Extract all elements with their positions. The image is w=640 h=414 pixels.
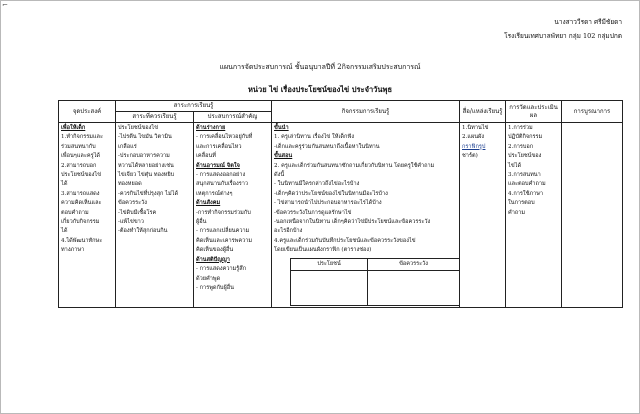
activity-line: -เด็กๆคิดว่าประโยชน์ของไข่ในนิทานมีอะไรบ้าง	[274, 190, 388, 197]
experience-line: - การแลกเปลี่ยนความ	[196, 228, 250, 235]
activity-line: อะไรอีกบ้าง	[274, 228, 303, 235]
benefit-caution-chart	[290, 258, 460, 306]
experience-line: ด้านอารมณ์ จิตใจ	[196, 162, 240, 169]
objective-line: 3.สามารถแสดง	[61, 190, 100, 197]
activity-line: 2. ครูและเด็กร่วมกันสนทนาซักถามเกี่ยวกับนิทาน โดยครูใช้คำถาม	[274, 162, 435, 169]
lesson-plan-table	[58, 100, 623, 308]
learn-line: ข้อควรระวัง	[118, 200, 147, 207]
activity-line: - ในนิทานมีใครกล่าวถึงไข่อะไรบ้าง	[274, 181, 360, 188]
experience-line: ด้วยคำพูด	[196, 275, 221, 282]
school-name: โรงเรียนเทศบาลพัทยา กลุ่ม 102 กลุ่มปกต	[504, 32, 622, 40]
activity-line: -นอกเหนือจากในนิทาน เด็กๆคิดว่าไข่มีประโยชน์และข้อควรระวัง	[274, 219, 431, 226]
experience-line: - การพูดกับผู้อื่น	[196, 284, 234, 291]
evaluation-line: ไข่ได้	[508, 162, 522, 169]
evaluation-line: 1.การร่วม	[508, 125, 533, 131]
experience-line: และการเคลื่อนไหว	[196, 143, 242, 150]
evaluation-line: 2.การบอก	[508, 143, 534, 150]
media-line: 1.นิทานไข่	[462, 125, 489, 131]
header-integration: การบูรณาการ	[562, 101, 623, 123]
header-evaluation: การวัดและประเมินผล	[506, 101, 562, 123]
evaluation-line: ในการตอบ	[508, 200, 535, 207]
experience-line: ด้านสติปัญญา	[196, 256, 230, 263]
experience-line: ผู้อื่น	[196, 219, 207, 226]
objective-cell	[59, 123, 116, 308]
experience-line: เคลื่อนที่	[196, 153, 216, 160]
learn-line: -ควรกินไข่ที่ปรุงสุก ไม่ได้	[118, 190, 179, 197]
chart-col-caution: ข้อควรระวัง	[368, 258, 460, 270]
objective-line: เกี่ยวกับกิจกรรม	[61, 219, 100, 226]
header-content-experience: ประสบการณ์สำคัญ	[194, 112, 272, 123]
activities-cell	[272, 123, 460, 308]
header-row	[59, 101, 623, 112]
evaluation-line: ปฏิบัติกิจกรรม	[508, 134, 543, 141]
chart-col-benefit: ประโยชน์	[291, 258, 368, 270]
learn-line: -ประกอบอาหารความ	[118, 153, 170, 160]
unit-title: หน่วย ไข่ เรื่องประโยชน์ของไข่ ประจำวันพุธ	[247, 85, 393, 94]
experience-line: เหตุการณ์ต่างๆ	[196, 190, 233, 197]
header-content-learn: สาระที่ควรเรียนรู้	[116, 112, 194, 123]
learn-cell	[116, 123, 194, 308]
objective-line: ความคิดเห็นและ	[61, 200, 102, 207]
media-line: 2.แผนผัง	[462, 134, 485, 141]
experience-line: - การแสดงความรู้สึก	[196, 266, 247, 273]
experience-cell	[194, 123, 272, 308]
objective-line: 2.สามารถบอก	[61, 162, 97, 169]
header-activities: กิจกรรมการเรียนรู้	[272, 101, 460, 123]
header-objective: จุดประสงค์	[59, 101, 116, 123]
objective-line: เพื่อนๆและครูได้	[61, 153, 101, 160]
evaluation-line: คำถาม	[508, 209, 526, 216]
plan-title: แผนการจัดประสบการณ์ ชั้นอนุบาลปีที่ 2กิจกรรมเสริมประสบการณ์	[219, 63, 421, 71]
evaluation-line: 4.การใช้ภาษา	[508, 190, 544, 197]
learn-line: -ไข่ดิบมีเชื้อโรค	[118, 209, 157, 216]
chart-blank-cell	[291, 271, 368, 306]
activity-line: โดยเขียนเป็นแผนผังกราฟิก (ตารางช่อง)	[274, 247, 372, 254]
learn-line: -ต้องทำให้สุกก่อนกิน	[118, 228, 168, 235]
activity-line: - ไข่สามารถนำไปประกอบอาหารอะไรได้บ้าง	[274, 200, 382, 207]
objective-line: ได้	[61, 181, 68, 188]
objective-line: 1.ทำกิจกรรมและ	[61, 134, 103, 141]
objective-line: ได้	[61, 228, 68, 235]
activity-line: ขั้นสอน	[274, 153, 293, 160]
corner-marker-icon: ⌐	[2, 1, 8, 9]
learn-line: เกลือแร่	[118, 143, 137, 150]
experience-line: คิดเห็นและเคารพความ	[196, 237, 253, 244]
activity-line: ขั้นนำ	[274, 125, 289, 131]
learn-line: ประโยชน์ของไข่	[118, 125, 159, 131]
evaluation-line: 3.การสนทนา	[508, 172, 541, 179]
evaluation-line: ประโยชน์ของ	[508, 153, 542, 160]
evaluation-line: และตอบคำถาม	[508, 181, 546, 188]
experience-line: - การเคลื่อนไหวอยู่กับที่	[196, 134, 253, 141]
objective-line: 4.ได้พัฒนาทักษะ	[61, 237, 103, 244]
body-row	[59, 123, 623, 308]
media-line: ชาร์ต)	[462, 153, 478, 160]
author-name: นางสาววีรดา ศรีมีชัยดา	[554, 18, 622, 26]
integration-cell	[562, 123, 623, 308]
media-line: กราฟิกรูป	[462, 143, 486, 150]
objective-line: เพื่อให้เด็ก	[61, 125, 86, 131]
learn-line: ทองหยอด	[118, 181, 142, 188]
objective-line: ประโยชน์ของไข่	[61, 172, 102, 179]
learn-line: -แพ้ไข่ขาว	[118, 219, 144, 226]
experience-line: ด้านสังคม	[196, 200, 221, 207]
learn-line: หวานได้หลายอย่างเช่น	[118, 162, 174, 169]
header-content: สาระการเรียนรู้	[116, 101, 272, 112]
chart-blank-cell	[368, 271, 460, 306]
activity-line: 4.ครูและเด็กร่วมกันบันทึกประโยชน์และข้อควรระวังของไข่	[274, 237, 416, 244]
evaluation-cell	[506, 123, 562, 308]
activity-line: ดังนี้	[274, 172, 285, 179]
experience-line: คิดเห็นของผู้อื่น	[196, 247, 234, 254]
learn-line: -ไปรตีน ไขมัน วิตามิน	[118, 134, 172, 141]
activity-line: -เด็กและครูร่วมกันสนทนาถึงเนื้อหาในนิทาน	[274, 143, 380, 150]
experience-line: ด้านร่างกาย	[196, 125, 226, 131]
experience-line: - การแสดงออกอย่าง	[196, 172, 246, 179]
activity-line: -ข้อควรระวังในการดูแลรักษาไข่	[274, 209, 352, 216]
activity-line: 1. ครูเล่านิทาน เรื่องไข่ ให้เด็กฟัง	[274, 134, 355, 141]
objective-line: ร่วมสนทนากับ	[61, 143, 96, 150]
experience-line: -การทำกิจกรรมร่วมกับ	[196, 209, 251, 216]
media-cell	[460, 123, 506, 308]
objective-line: ตอบคำถาม	[61, 209, 89, 216]
learn-line: ไข่เจียว ไข่ตุ๋น ทองหยิบ	[118, 172, 175, 179]
header-media: สื่อ/แหล่งเรียนรู้	[460, 101, 506, 123]
objective-line: ทางภาษา	[61, 247, 85, 254]
experience-line: สนุกสนานกับเรื่องราว	[196, 181, 249, 188]
